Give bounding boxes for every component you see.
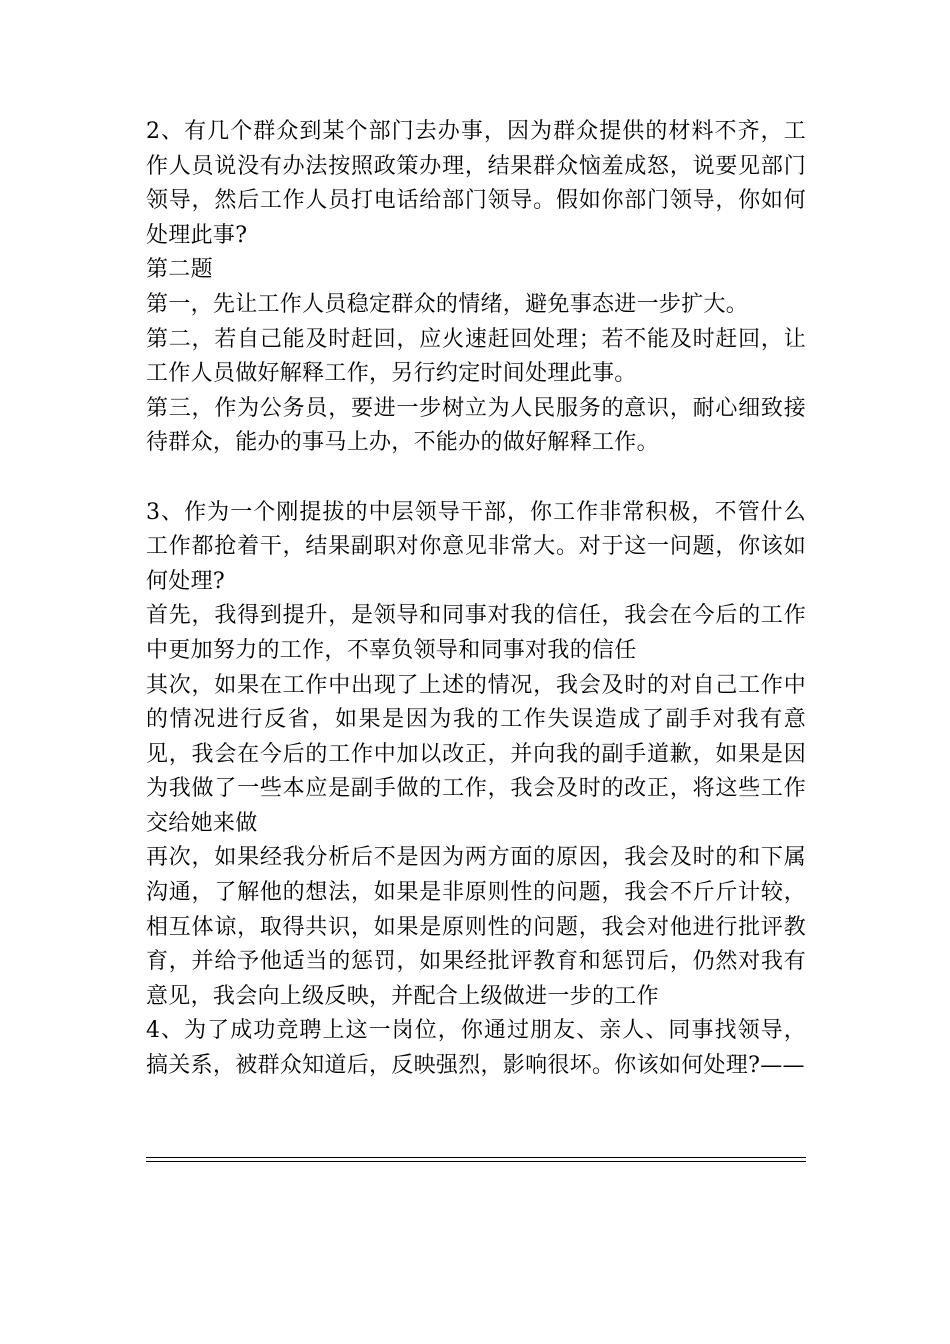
question-4-text: 4、为了成功竞聘上这一岗位，你通过朋友、亲人、同事找领导，搞关系，被群众知道后，反映强烈，影响很坏。你该如何处理?—— <box>146 1018 806 1079</box>
question-3-text: 3、作为一个刚提拔的中层领导干部，你工作非常积极，不管什么工作都抢着干，结果副职对你意见非常大。对于这一问题，你该如何处理? <box>146 499 806 594</box>
answer-third: 再次，如果经我分析后不是因为两方面的原因，我会及时的和下属沟通，了解他的想法，如果是非原则性的问题，我会不斤斤计较，相互体谅，取得共识，如果是原则性的问题，我会对他进行批评教育，并给予他适当的惩罚，如果经批评教育和惩罚后，仍然对我有意见，我会向上级反映，并配合上级做进一步的工作 <box>146 845 806 1009</box>
answer-second: 其次，如果在工作中出现了上述的情况，我会及时的对自己工作中的情况进行反省，如果是因为我的工作失误造成了副手对我有意见，我会在今后的工作中加以改正，并向我的副手道歉，如果是因为我做了一些本应是副手做的工作，我会及时的改正，将这些工作交给她来做 <box>146 672 806 836</box>
answer-point-3: 第三，作为公务员，要进一步树立为人民服务的意识，耐心细致接待群众，能办的事马上办，不能办的做好解释工作。 <box>146 395 806 456</box>
answer-heading: 第二题 <box>146 257 213 283</box>
footer-rule-top <box>146 1157 806 1158</box>
footer-rule-bottom <box>146 1161 806 1162</box>
paragraph-gap <box>146 461 806 496</box>
answer-point-2: 第二，若自己能及时赶回，应火速赶回处理；若不能及时赶回，让工作人员做好解释工作，另行约定时间处理此事。 <box>146 326 806 387</box>
question-2-text: 2、有几个群众到某个部门去办事，因为群众提供的材料不齐，工作人员说没有办法按照政策办理，结果群众恼羞成怒，说要见部门领导，然后工作人员打电话给部门领导。假如你部门领导，你如何处理此事? <box>146 119 806 248</box>
document-body <box>146 115 806 1084</box>
answer-first: 首先，我得到提升，是领导和同事对我的信任，我会在今后的工作中更加努力的工作，不辜负领导和同事对我的信任 <box>146 603 806 663</box>
answer-point-1: 第一，先让工作人员稳定群众的情绪，避免事态进一步扩大。 <box>146 291 749 317</box>
